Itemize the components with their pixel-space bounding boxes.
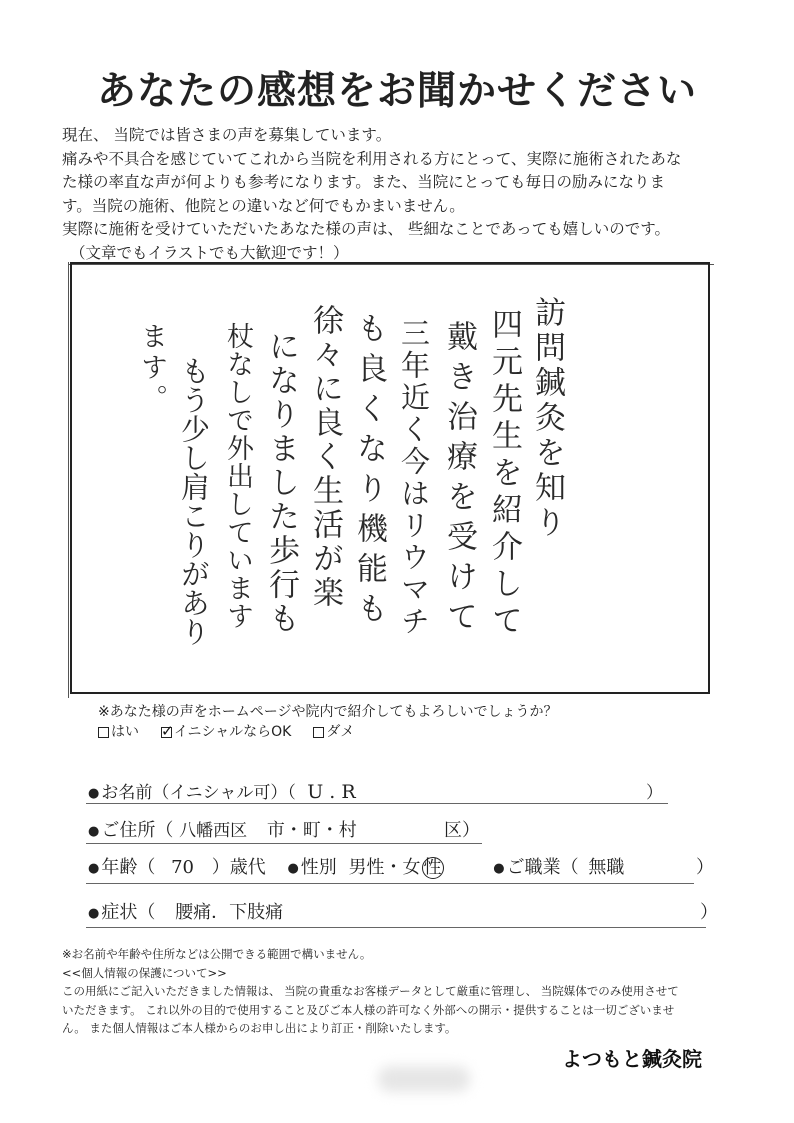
consent-option-no[interactable] xyxy=(313,722,354,742)
age-label: 年齢（ xyxy=(101,857,156,878)
handwritten-column: になりました歩行も xyxy=(263,330,299,636)
checkbox[interactable] xyxy=(98,727,109,738)
clinic-name: よつもと鍼灸院 xyxy=(562,1047,702,1071)
privacy-line: ん。 また個人情報はご本人様からのお申し出により訂正・削除いたします。 xyxy=(62,1021,457,1035)
consent-option-yes[interactable] xyxy=(98,722,139,742)
redacted-area xyxy=(378,1066,470,1092)
name-value[interactable]: U . R xyxy=(307,781,356,803)
intro-line: す。当院の施術、他院との違いなど何でもかまいません。 xyxy=(62,196,465,215)
intro-line: （文章でもイラストでも大歓迎です！） xyxy=(70,243,349,262)
symptom-underline xyxy=(86,927,706,928)
gender-label: 性別 xyxy=(300,857,337,878)
gender-male[interactable]: 男性・ xyxy=(348,857,403,878)
handwritten-column: 徐々に良く生活が楽 xyxy=(307,304,343,610)
name-underline xyxy=(86,803,668,804)
symptom-label: 症状（ xyxy=(101,902,156,923)
handwritten-column: 杖なしで外出しています xyxy=(222,322,253,630)
address-underline xyxy=(86,843,482,844)
age-gender-job-row xyxy=(88,853,714,879)
consent-question: ※あなた様の声をホームページや院内で紹介してもよろしいでしょうか？ xyxy=(98,704,558,720)
bullet-icon: ● xyxy=(493,860,505,876)
symptom-close: ） xyxy=(700,902,718,923)
handwritten-column: も良くなり機能も xyxy=(351,312,387,632)
privacy-heading: <<個人情報の保護について>> xyxy=(62,965,227,980)
symptom-value[interactable]: 腰痛．下肢痛 xyxy=(175,902,284,923)
checkbox[interactable] xyxy=(313,727,324,738)
consent-option-initials[interactable] xyxy=(161,722,291,742)
name-close: ） xyxy=(646,783,663,803)
address-units: 市・町・村 xyxy=(266,820,357,841)
name-label: お名前（イニシャル可）（ xyxy=(101,783,296,803)
job-label: ご職業（ xyxy=(506,857,579,878)
age-suffix: ）歳代 xyxy=(211,857,266,878)
notes-section xyxy=(62,945,742,1038)
option-label: イニシャルならOK xyxy=(174,724,292,740)
bullet-icon: ● xyxy=(88,860,100,876)
intro-line: 実際に施術を受けていただいたあなた様の声は、 些細なことであっても嬉しいのです。 xyxy=(62,220,671,238)
privacy-line: いただきます。 これ以外の目的で使用すること及びご本人様の許可なく外部への開示・提供することは一切ございませ xyxy=(62,1002,675,1017)
intro-line: た様の率直な声が何よりも参考になります。また、当院にとっても毎日の励みになりま xyxy=(62,173,665,191)
bullet-icon: ● xyxy=(88,785,100,801)
intro-line: 現在、 当院では皆さまの声を募集しています。 xyxy=(62,126,392,144)
handwritten-column: 訪問鍼灸を知り xyxy=(529,296,565,541)
handwritten-column: もう少し肩こりがあり xyxy=(177,356,211,646)
option-label: はい xyxy=(111,724,139,740)
frame-shadow-line xyxy=(68,262,69,698)
gender-female-circled[interactable]: 性 xyxy=(423,857,442,878)
address-row xyxy=(88,816,480,842)
consent-section xyxy=(98,702,557,742)
intro-text xyxy=(62,124,762,265)
handwritten-column: 四元先生を紹介して xyxy=(486,308,522,641)
checkbox-checked[interactable] xyxy=(161,727,172,738)
age-value[interactable]: 70 xyxy=(171,857,194,878)
handwritten-column: 戴き治療を受けて xyxy=(441,320,477,640)
address-label: ご住所（ xyxy=(101,820,174,841)
address-ku: 区） xyxy=(444,820,480,841)
page-title: あなたの感想をお聞かせください xyxy=(96,69,697,114)
symptom-row xyxy=(88,898,718,924)
bullet-icon: ● xyxy=(88,823,100,839)
name-row xyxy=(88,778,663,803)
bullet-icon: ● xyxy=(88,905,100,921)
intro-line: 痛みや不具合を感じていてこれから当院を利用される方にとって、実際に施術されたあな xyxy=(62,149,682,168)
bullet-icon: ● xyxy=(287,860,299,876)
job-close: ） xyxy=(696,857,714,878)
handwritten-column: ます。 xyxy=(136,322,167,415)
option-label: ダメ xyxy=(326,724,355,740)
address-value[interactable]: 八幡西区 xyxy=(179,821,248,841)
gender-female[interactable]: 女 xyxy=(402,857,421,878)
job-value[interactable]: 無職 xyxy=(588,857,625,878)
handwritten-column: 三年近く今はリウマチ xyxy=(397,318,431,638)
age-gender-job-underline xyxy=(86,883,694,884)
privacy-line: この用紙にご記入いただきました情報は、 当院の貴重なお客様データとして厳重に管理し、 当院媒体でのみ使用させて xyxy=(62,984,679,998)
public-note: ※お名前や年齢や住所などは公開できる範囲で構いません。 xyxy=(62,947,372,961)
